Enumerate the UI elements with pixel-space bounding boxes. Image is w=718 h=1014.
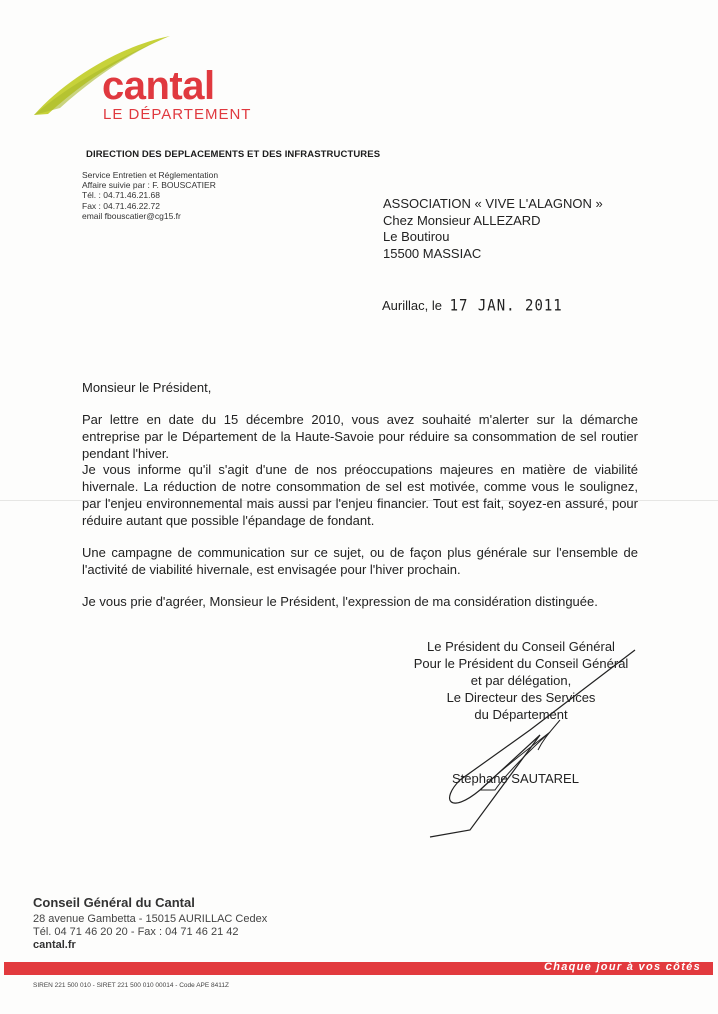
letter-greeting: Monsieur le Président, [82,380,212,395]
logo-wordmark: cantal [102,64,215,108]
recipient-line: 15500 MASSIAC [383,245,482,261]
footer-phone: Tél. 04 71 46 20 20 - Fax : 04 71 46 21 42 [33,926,239,938]
letter-date [382,298,563,314]
service-line: email fbouscatier@cg15.fr [82,210,181,221]
footer-address: 28 avenue Gambetta - 15015 AURILLAC Cedex [33,913,268,925]
letter-paragraph: Une campagne de communication sur ce sujet, ou de façon plus générale sur l'ensemble de l'activité de viabilité hivernale, est envisagée pour l'hiver prochain. [82,545,638,577]
footer-red-band [4,962,713,975]
service-line: Tél. : 04.71.46.21.68 [82,190,160,201]
footer-website: cantal.fr [33,939,76,951]
footer-organization: Conseil Général du Cantal [33,895,195,910]
signature-line: Le Président du Conseil Général [427,639,615,654]
service-line: Affaire suivie par : F. BOUSCATIER [82,180,216,191]
letter-paragraph: Je vous informe qu'il s'agit d'une de nos préoccupations majeures en matière de viabilité hivernale. La réduction de notre consommation de sel est motivée, comme vous le soulignez, par l'enjeu environnemental mais aussi par l'enjeu financier. Tout est fait, soyez-en assuré, pour réduire autant que possible l'épandage de fondant. [82,462,638,528]
date-place: Aurillac, le [382,298,442,313]
signature-line: Le Directeur des Services [446,690,596,705]
footer-slogan: Chaque jour à vos côtés [543,961,701,973]
letter-paragraph: Je vous prie d'agréer, Monsieur le Président, l'expression de ma considération distinguée. [82,594,598,609]
direction-heading: DIRECTION DES DEPLACEMENTS ET DES INFRASTRUCTURES [86,149,381,160]
recipient-line: Chez Monsieur ALLEZARD [383,212,541,228]
recipient-line: ASSOCIATION « VIVE L'ALAGNON » [383,196,603,211]
date-stamp: 17 JAN. 2011 [449,296,563,316]
signatory-name: Stéphane SAUTAREL [452,771,579,786]
signature-line: et par délégation, [470,673,572,688]
footer-siren: SIREN 221 500 010 - SIRET 221 500 010 00014 - Code APE 8411Z [33,982,229,989]
handwritten-signature-icon [410,640,650,840]
recipient-line: Le Boutirou [383,229,450,244]
service-line: Service Entretien et Réglementation [82,170,219,180]
signature-line: Pour le Président du Conseil Général [413,656,629,671]
service-contact-block [82,170,218,221]
letter-paragraph: Par lettre en date du 15 décembre 2010, vous avez souhaité m'alerter sur la démarche entreprise par le Département de la Haute-Savoie pour réduire sa consommation de sel routier pendant l'hiver. [82,412,638,461]
service-line: Fax : 04.71.46.22.72 [82,200,160,211]
signature-line: du Département [474,707,568,722]
footer-contact [33,913,267,952]
recipient-address [383,196,603,262]
logo-subtitle: LE DÉPARTEMENT [103,106,252,123]
